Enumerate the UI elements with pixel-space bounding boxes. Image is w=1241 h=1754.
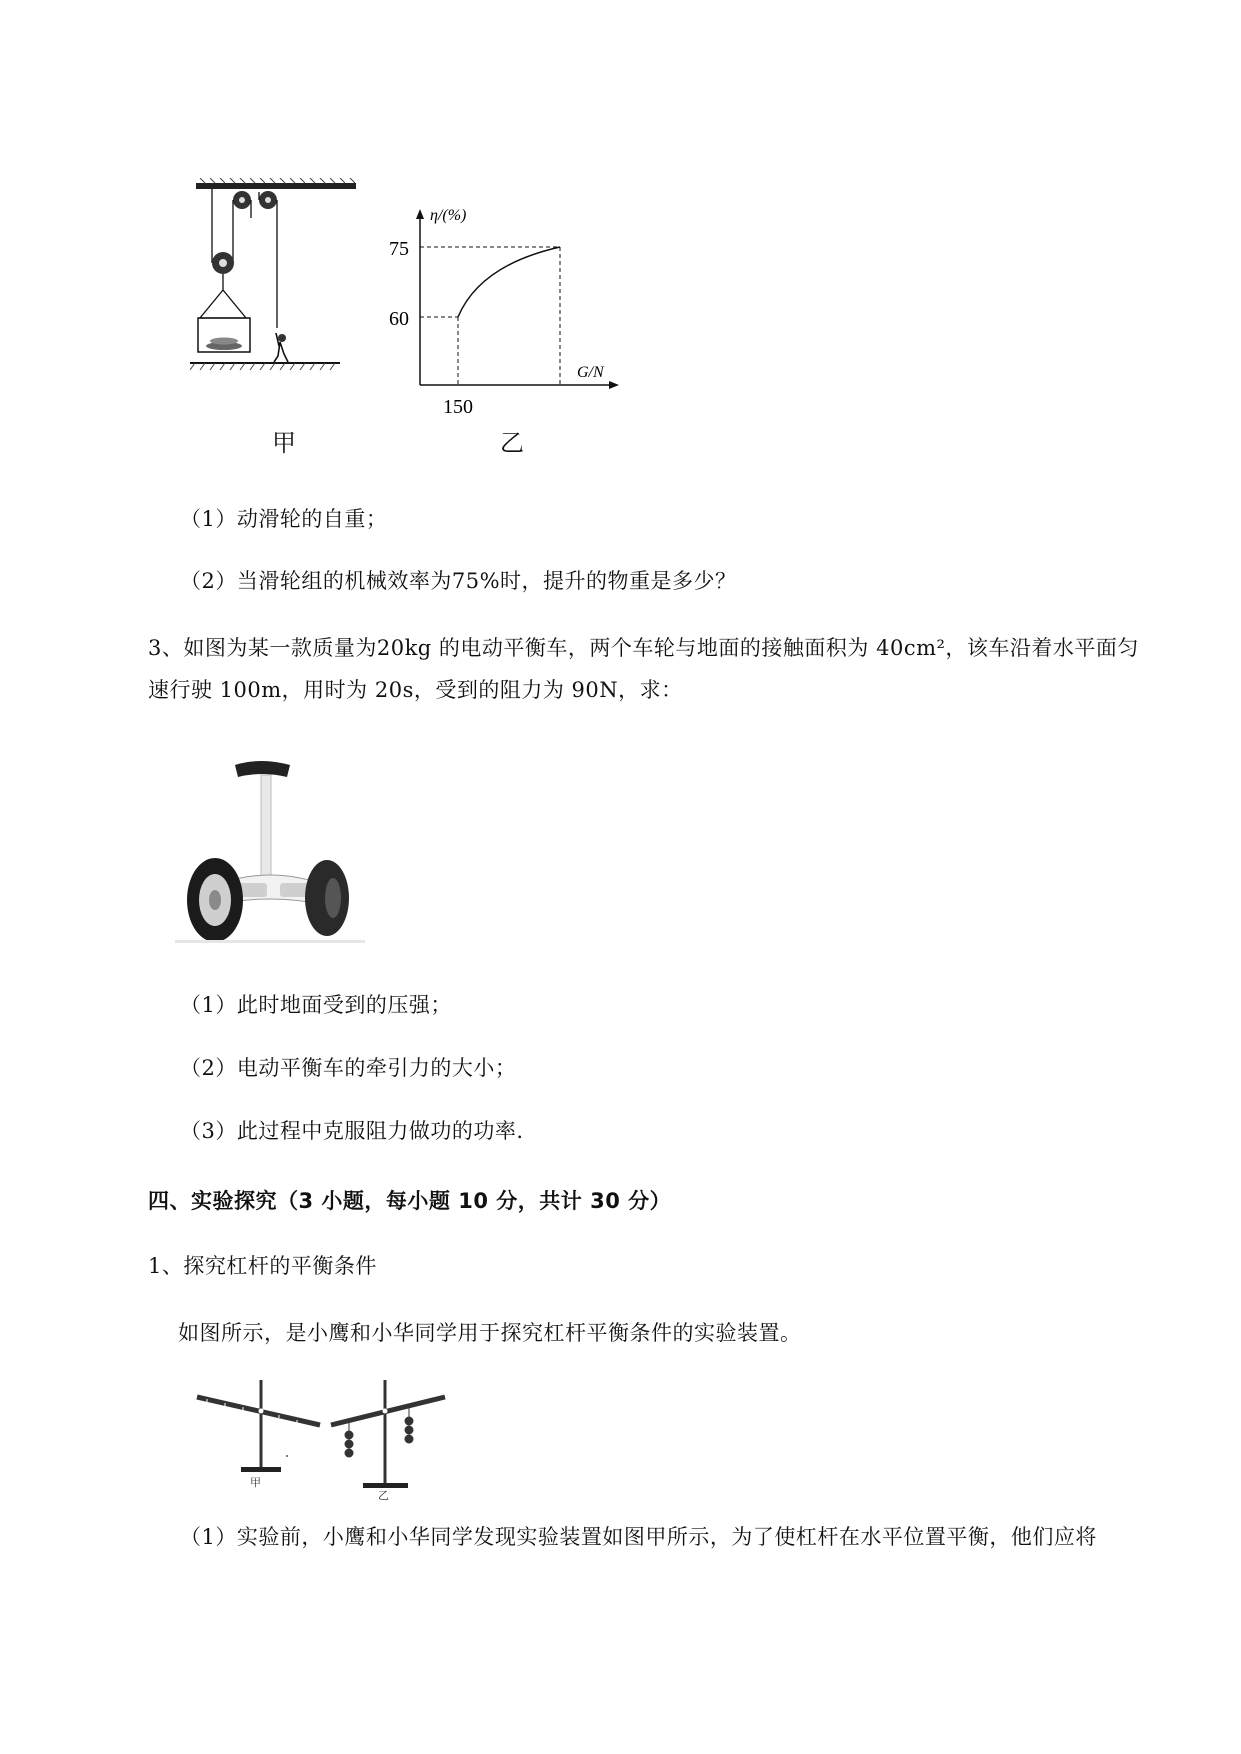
section-4-title: 四、实验探究（3 小题，每小题 10 分，共计 30 分）: [148, 1189, 672, 1213]
y-tick-75: 75: [389, 238, 409, 260]
figure-caption-yi: 乙: [500, 429, 524, 457]
lever-apparatus-figure: [195, 1375, 455, 1500]
q2-part-2: （2）当滑轮组的机械效率为75%时，提升的物重是多少？: [180, 569, 737, 593]
x-axis-label: G/N: [577, 364, 604, 381]
q3-part-2: （2）电动平衡车的牵引力的大小；: [180, 1056, 517, 1080]
y-axis-label: η/(%): [430, 207, 467, 224]
experiment-1-part-1: （1）实验前，小鹰和小华同学发现实验装置如图甲所示，为了使杠杆在水平位置平衡，他们应将: [180, 1525, 1097, 1549]
experiment-1-title: 1、探究杠杆的平衡条件: [148, 1254, 377, 1278]
lever-caption-jia: 甲: [250, 1477, 261, 1489]
q3-part-3: （3）此过程中克服阻力做功的功率.: [180, 1119, 524, 1143]
efficiency-graph: [385, 205, 625, 415]
pulley-system-figure: [190, 178, 370, 378]
q3-text-line-1: 3、如图为某一款质量为20kg 的电动平衡车，两个车轮与地面的接触面积为 40cm²，该车沿着水平面匀: [148, 636, 1139, 660]
lever-caption-yi: 乙: [378, 1490, 389, 1500]
q2-part-1: （1）动滑轮的自重；: [180, 507, 388, 531]
balance-scooter-image: [175, 755, 365, 945]
experiment-1-intro: 如图所示，是小鹰和小华同学用于探究杠杆平衡条件的实验装置。: [178, 1321, 802, 1345]
x-tick-150: 150: [443, 396, 473, 415]
q3-part-1: （1）此时地面受到的压强；: [180, 993, 452, 1017]
q3-text-line-2: 速行驶 100m，用时为 20s，受到的阻力为 90N，求：: [148, 678, 683, 702]
y-tick-60: 60: [389, 308, 409, 330]
figure-caption-jia: 甲: [272, 429, 296, 457]
